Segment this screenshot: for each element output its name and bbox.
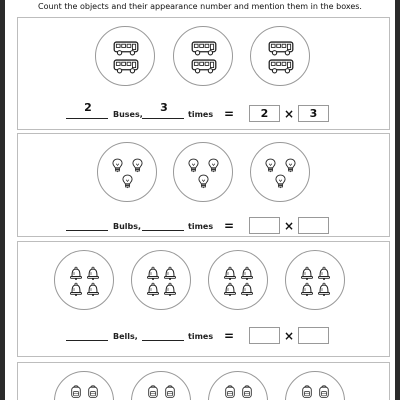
object-group-circle bbox=[131, 250, 191, 310]
object-group-circle bbox=[250, 26, 310, 86]
object-group-circle bbox=[208, 371, 268, 400]
object-group-circle bbox=[173, 26, 233, 86]
times-count-blank[interactable] bbox=[142, 230, 184, 231]
object-group-circle bbox=[97, 142, 157, 202]
bell-icon bbox=[148, 267, 176, 296]
bulb-icon bbox=[189, 159, 218, 188]
object-label: Bulbs, bbox=[113, 222, 142, 231]
backpack-icon bbox=[149, 386, 175, 398]
object-group-circle bbox=[208, 250, 268, 310]
object-group-circle bbox=[131, 371, 191, 400]
bulb-icon bbox=[113, 159, 142, 188]
bus-icon bbox=[114, 42, 138, 73]
object-group-circle bbox=[250, 142, 310, 202]
object-group-circle bbox=[285, 250, 345, 310]
object-group-circle bbox=[54, 371, 114, 400]
multiplicand-box[interactable] bbox=[249, 327, 280, 344]
question-panel-bulbs bbox=[17, 133, 390, 237]
times-count-blank[interactable] bbox=[142, 118, 184, 119]
multiplicand-box[interactable] bbox=[249, 217, 280, 234]
multiply-sign: × bbox=[283, 219, 295, 233]
object-count-blank[interactable] bbox=[66, 340, 108, 341]
backpack-icon bbox=[303, 386, 329, 398]
bell-icon bbox=[225, 267, 253, 296]
object-count-answer: 2 bbox=[84, 101, 92, 114]
object-count-blank[interactable] bbox=[66, 118, 108, 119]
question-panel-buses bbox=[17, 17, 390, 130]
bell-icon bbox=[71, 267, 99, 296]
object-group-circle bbox=[54, 250, 114, 310]
equals-sign: = bbox=[223, 329, 235, 343]
backpack-icon bbox=[72, 386, 98, 398]
times-label: times bbox=[188, 110, 214, 119]
equals-sign: = bbox=[223, 219, 235, 233]
equals-sign: = bbox=[223, 107, 235, 121]
multiply-sign: × bbox=[283, 107, 295, 121]
object-label: Buses, bbox=[113, 110, 143, 119]
multiplier-box[interactable] bbox=[298, 217, 329, 234]
object-label: Bells, bbox=[113, 332, 138, 341]
bus-icon bbox=[192, 42, 216, 73]
object-group-circle bbox=[95, 26, 155, 86]
object-group-circle bbox=[285, 371, 345, 400]
instruction-text: Count the objects and their appearance number and mention them in the boxes. bbox=[38, 2, 362, 11]
bell-icon bbox=[302, 267, 330, 296]
multiplier-box[interactable]: 3 bbox=[298, 105, 329, 122]
times-count-blank[interactable] bbox=[142, 340, 184, 341]
multiplier-box[interactable] bbox=[298, 327, 329, 344]
worksheet-page bbox=[5, 0, 395, 400]
multiplicand-box[interactable]: 2 bbox=[249, 105, 280, 122]
times-count-answer: 3 bbox=[160, 101, 168, 114]
object-group-circle bbox=[173, 142, 233, 202]
question-panel-bells bbox=[17, 241, 390, 357]
times-label: times bbox=[188, 222, 214, 231]
bus-icon bbox=[269, 42, 293, 73]
question-panel-backpacks bbox=[17, 362, 390, 400]
multiply-sign: × bbox=[283, 329, 295, 343]
object-count-blank[interactable] bbox=[66, 230, 108, 231]
bulb-icon bbox=[266, 159, 295, 188]
times-label: times bbox=[188, 332, 214, 341]
backpack-icon bbox=[226, 386, 252, 398]
